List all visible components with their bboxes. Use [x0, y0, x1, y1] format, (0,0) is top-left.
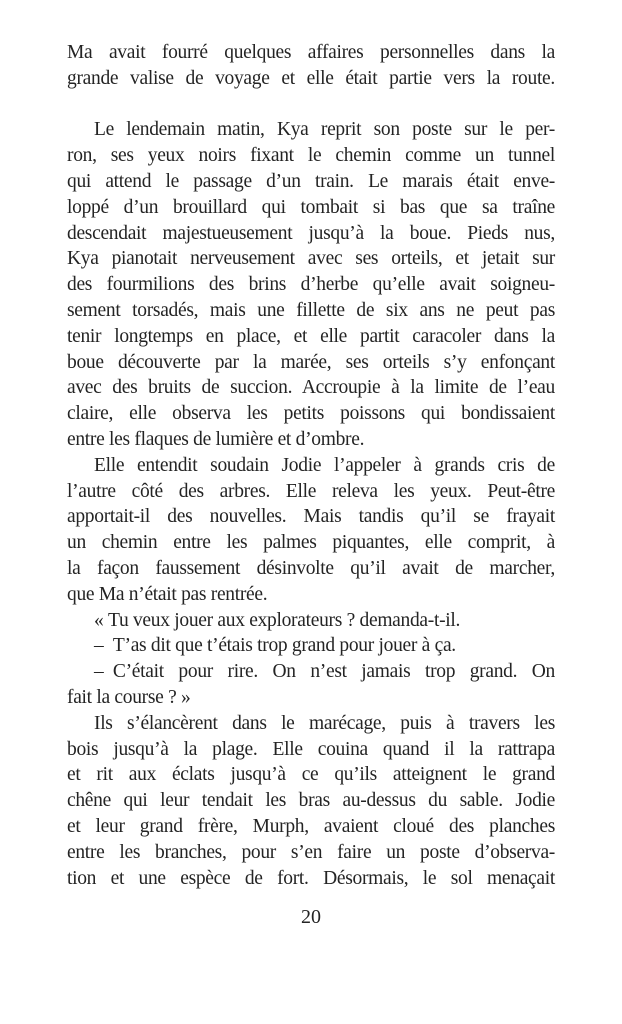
text-line: la façon faussement désinvolte qu’il avait de marcher,: [67, 557, 555, 579]
text-line: Ils s’élancèrent dans le marécage, puis à travers les: [94, 712, 555, 734]
text-line: sement torsadés, mais une fillette de six ans ne peut pas: [67, 299, 555, 321]
text-line: qui attend le passage d’un train. Le marais était enve-: [67, 170, 555, 192]
page-number: 20: [301, 906, 321, 928]
text-column: [67, 40, 555, 891]
paragraph: [67, 40, 555, 92]
text-line: tenir longtemps en place, et elle partit caracoler dans la: [67, 325, 555, 347]
text-line: fait la course ? »: [67, 686, 191, 708]
section-break: [67, 92, 555, 118]
text-line: l’autre côté des arbres. Elle releva les yeux. Peut-être: [67, 480, 555, 502]
paragraph: [67, 117, 555, 452]
text-line: entre les branches, pour s’en faire un poste d’observa-: [67, 841, 555, 863]
text-line: et leur grand frère, Murph, avaient cloué des planches: [67, 815, 555, 837]
text-line: Ma avait fourré quelques affaires personnelles dans la: [67, 42, 555, 63]
text-line: entre les flaques de lumière et d’ombre.: [67, 428, 365, 450]
text-line: Le lendemain matin, Kya reprit son poste sur le per-: [94, 119, 555, 141]
text-line: et rit aux éclats jusqu’à ce qu’ils atteignent le grand: [67, 764, 555, 786]
text-line: « Tu veux jouer aux explorateurs ? demanda-t-il.: [94, 609, 461, 631]
paragraph: [67, 453, 555, 608]
text-line: – T’as dit que t’étais trop grand pour jouer à ça.: [94, 635, 456, 657]
text-line: un chemin entre les palmes piquantes, elle comprit, à: [67, 532, 555, 554]
paragraph: [67, 633, 555, 659]
paragraph: [67, 608, 555, 634]
text-line: boue découverte par la marée, ses orteils s’y enfonçant: [67, 351, 555, 373]
paragraph: [67, 711, 555, 892]
text-line: descendait majestueusement jusqu’à la boue. Pieds nus,: [67, 222, 555, 244]
page-footer: [67, 906, 555, 929]
text-line: bois jusqu’à la plage. Elle couina quand il la rattrapa: [67, 738, 555, 760]
paragraph: [67, 659, 555, 711]
text-line: Kya pianotait nerveusement avec ses orteils, et jetait sur: [67, 248, 555, 270]
text-line: – C’était pour rire. On n’est jamais trop grand. On: [94, 661, 555, 683]
text-line: ron, ses yeux noirs fixant le chemin comme un tunnel: [67, 145, 555, 167]
text-line: loppé d’un brouillard qui tombait si bas que sa traîne: [67, 196, 555, 218]
text-line: apportait-il des nouvelles. Mais tandis qu’il se frayait: [67, 506, 555, 528]
text-line: tion et une espèce de fort. Désormais, le sol menaçait: [67, 867, 555, 889]
text-line: claire, elle observa les petits poissons qui bondissaient: [67, 403, 555, 425]
text-line: avec des bruits de succion. Accroupie à la limite de l’eau: [67, 377, 555, 399]
text-line: chêne qui leur tendait les bras au-dessus du sable. Jodie: [67, 790, 555, 812]
text-line: des fourmilions des brins d’herbe qu’elle avait soigneu-: [67, 274, 555, 296]
text-line: Elle entendit soudain Jodie l’appeler à grands cris de: [94, 454, 555, 476]
text-line: grande valise de voyage et elle était partie vers la route.: [67, 67, 555, 89]
text-line: que Ma n’était pas rentrée.: [67, 583, 268, 605]
